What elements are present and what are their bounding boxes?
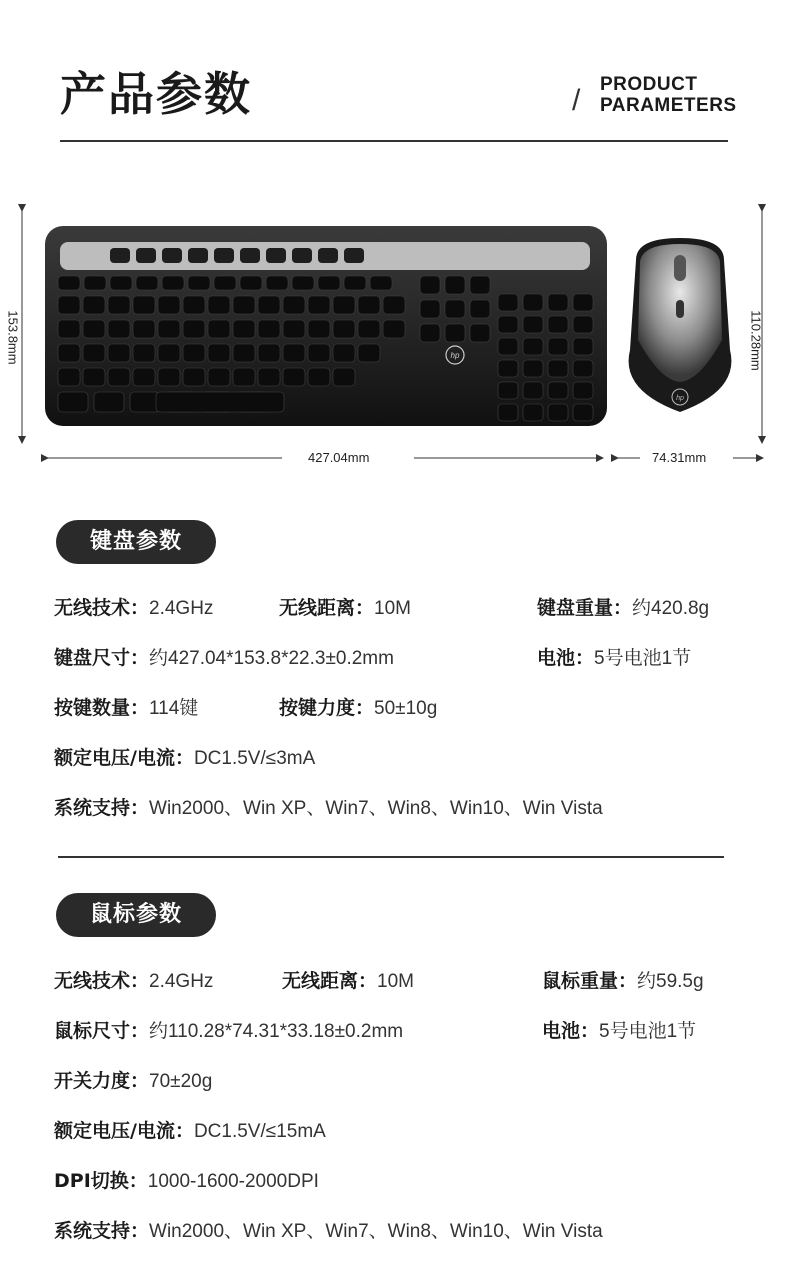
nav-key [420, 300, 440, 318]
keyboard-width-label: 427.04mm [308, 450, 370, 465]
keyboard-key [158, 296, 180, 314]
keyboard-key [283, 368, 305, 386]
mouse-image [629, 238, 732, 412]
keyboard-key [358, 296, 380, 314]
keyboard-key [333, 344, 355, 362]
media-key [214, 248, 234, 263]
media-key [162, 248, 182, 263]
mouse-voltage: 额定电压/电流：DC1.5V/≤15mA [54, 1120, 326, 1142]
keyboard-key [344, 276, 366, 290]
keyboard-key [83, 344, 105, 362]
numpad-key [573, 294, 593, 311]
numpad-key [498, 316, 518, 333]
keyboard-key [318, 276, 340, 290]
numpad-key [573, 360, 593, 377]
mouse-dpi: DPI切换：1000-1600-2000DPI [54, 1170, 319, 1192]
keyboard-key [258, 344, 280, 362]
numpad-key [523, 294, 543, 311]
keyboard-key [333, 296, 355, 314]
keyboard-key [358, 320, 380, 338]
numpad-key [548, 316, 568, 333]
title-divider-slash: / [572, 84, 581, 117]
kb-key-count: 按键数量：114键 [54, 697, 199, 719]
page-subtitle [600, 74, 737, 116]
mouse-brand: hp [676, 395, 684, 402]
keyboard-image [45, 226, 607, 426]
kb-size: 键盘尺寸：约427.04*153.8*22.3±0.2mm [54, 647, 394, 669]
keyboard-key [158, 320, 180, 338]
keyboard-key [292, 276, 314, 290]
mouse-weight: 鼠标重量：约59.5g [542, 970, 704, 992]
mouse-height-label: 110.28mm [748, 310, 764, 371]
keyboard-key [283, 344, 305, 362]
keyboard-key [108, 296, 130, 314]
numpad-key [573, 382, 593, 399]
keyboard-key [133, 320, 155, 338]
keyboard-key [158, 368, 180, 386]
numpad-key [498, 338, 518, 355]
kb-wireless-range: 无线距离：10M [279, 597, 411, 619]
keyboard-key [110, 276, 132, 290]
keyboard-key [133, 368, 155, 386]
numpad-key [523, 382, 543, 399]
numpad-key [498, 404, 518, 421]
keyboard-key [233, 320, 255, 338]
mouse-battery: 电池：5号电池1节 [542, 1020, 697, 1042]
keyboard-key [136, 276, 158, 290]
mouse-width-label: 74.31mm [652, 450, 707, 465]
keyboard-key [333, 320, 355, 338]
keyboard-key [183, 296, 205, 314]
keyboard-key [258, 368, 280, 386]
media-key [344, 248, 364, 263]
subtitle-line-2: PARAMETERS [600, 95, 737, 116]
keyboard-key [130, 392, 160, 412]
nav-key [445, 324, 465, 342]
keyboard-key [58, 344, 80, 362]
kb-weight: 键盘重量：约420.8g [537, 597, 710, 619]
numpad-key [523, 360, 543, 377]
mouse-system: 系统支持：Win2000、Win XP、Win7、Win8、Win10、Win Vista [54, 1220, 603, 1242]
keyboard-key [308, 296, 330, 314]
numpad-key [523, 338, 543, 355]
media-key [136, 248, 156, 263]
keyboard-height-label: 153.8mm [5, 310, 21, 365]
keyboard-key [58, 368, 80, 386]
keyboard-key [188, 276, 210, 290]
nav-key [445, 276, 465, 294]
keyboard-key [133, 344, 155, 362]
numpad-key [573, 404, 593, 421]
keyboard-key [233, 344, 255, 362]
numpad-key [548, 404, 568, 421]
mouse-params-badge: 鼠标参数 [56, 893, 216, 937]
numpad-key [523, 316, 543, 333]
section-divider [58, 856, 724, 858]
keyboard-key [84, 276, 106, 290]
keyboard-key [283, 296, 305, 314]
keyboard-key [58, 276, 80, 290]
media-key [292, 248, 312, 263]
keyboard-key [158, 344, 180, 362]
header-rule [60, 140, 728, 142]
keyboard-key [83, 296, 105, 314]
nav-key [420, 324, 440, 342]
keyboard-key [183, 368, 205, 386]
keyboard-params-badge: 键盘参数 [56, 520, 216, 564]
keyboard-key [333, 368, 355, 386]
numpad-key [498, 360, 518, 377]
product-illustration [0, 200, 790, 480]
keyboard-key [58, 320, 80, 338]
spacebar-key [156, 392, 284, 412]
kb-wireless-tech: 无线技术：2.4GHz [54, 597, 214, 619]
numpad-key [548, 294, 568, 311]
numpad-key [498, 294, 518, 311]
page-title: 产品参数 [60, 67, 252, 121]
keyboard-key [208, 344, 230, 362]
keyboard-key [108, 368, 130, 386]
keyboard-key [133, 296, 155, 314]
numpad-key [523, 404, 543, 421]
keyboard-key [258, 320, 280, 338]
media-key [266, 248, 286, 263]
mouse-switch-force: 开关力度：70±20g [54, 1070, 213, 1092]
media-key [110, 248, 130, 263]
keyboard-key [383, 296, 405, 314]
mouse-wireless-range: 无线距离：10M [282, 970, 414, 992]
scroll-wheel [674, 255, 686, 281]
subtitle-line-1: PRODUCT [600, 74, 698, 95]
keyboard-key [183, 320, 205, 338]
keyboard-key [266, 276, 288, 290]
keyboard-key [233, 368, 255, 386]
nav-key [470, 324, 490, 342]
keyboard-key [83, 320, 105, 338]
numpad-key [573, 338, 593, 355]
keyboard-key [183, 344, 205, 362]
kb-system: 系统支持：Win2000、Win XP、Win7、Win8、Win10、Win Vista [54, 797, 603, 819]
media-key [240, 248, 260, 263]
keyboard-key [94, 392, 124, 412]
numpad-key [573, 316, 593, 333]
nav-key [470, 300, 490, 318]
keyboard-key [208, 320, 230, 338]
kb-battery: 电池：5号电池1节 [537, 647, 692, 669]
media-key [318, 248, 338, 263]
numpad-key [548, 360, 568, 377]
nav-key [470, 276, 490, 294]
keyboard-key [162, 276, 184, 290]
numpad-key [498, 382, 518, 399]
keyboard-key [58, 296, 80, 314]
keyboard-key [283, 320, 305, 338]
keyboard-key [358, 344, 380, 362]
numpad-key [548, 338, 568, 355]
kb-key-force: 按键力度：50±10g [279, 697, 438, 719]
keyboard-key [308, 344, 330, 362]
dpi-button [676, 300, 684, 318]
mouse-wireless-tech: 无线技术：2.4GHz [54, 970, 214, 992]
keyboard-key [258, 296, 280, 314]
keyboard-key [208, 368, 230, 386]
nav-key [420, 276, 440, 294]
keyboard-key [214, 276, 236, 290]
keyboard-key [370, 276, 392, 290]
keyboard-brand: hp [450, 351, 460, 360]
keyboard-key [308, 320, 330, 338]
keyboard-key [240, 276, 262, 290]
mouse-size: 鼠标尺寸：约110.28*74.31*33.18±0.2mm [54, 1020, 404, 1042]
keyboard-key [58, 392, 88, 412]
kb-voltage: 额定电压/电流：DC1.5V/≤3mA [54, 747, 316, 769]
keyboard-key [308, 368, 330, 386]
keyboard-key [383, 320, 405, 338]
keyboard-key [208, 296, 230, 314]
media-key [188, 248, 208, 263]
keyboard-key [108, 320, 130, 338]
keyboard-key [108, 344, 130, 362]
numpad-key [548, 382, 568, 399]
nav-key [445, 300, 465, 318]
keyboard-key [83, 368, 105, 386]
keyboard-key [233, 296, 255, 314]
